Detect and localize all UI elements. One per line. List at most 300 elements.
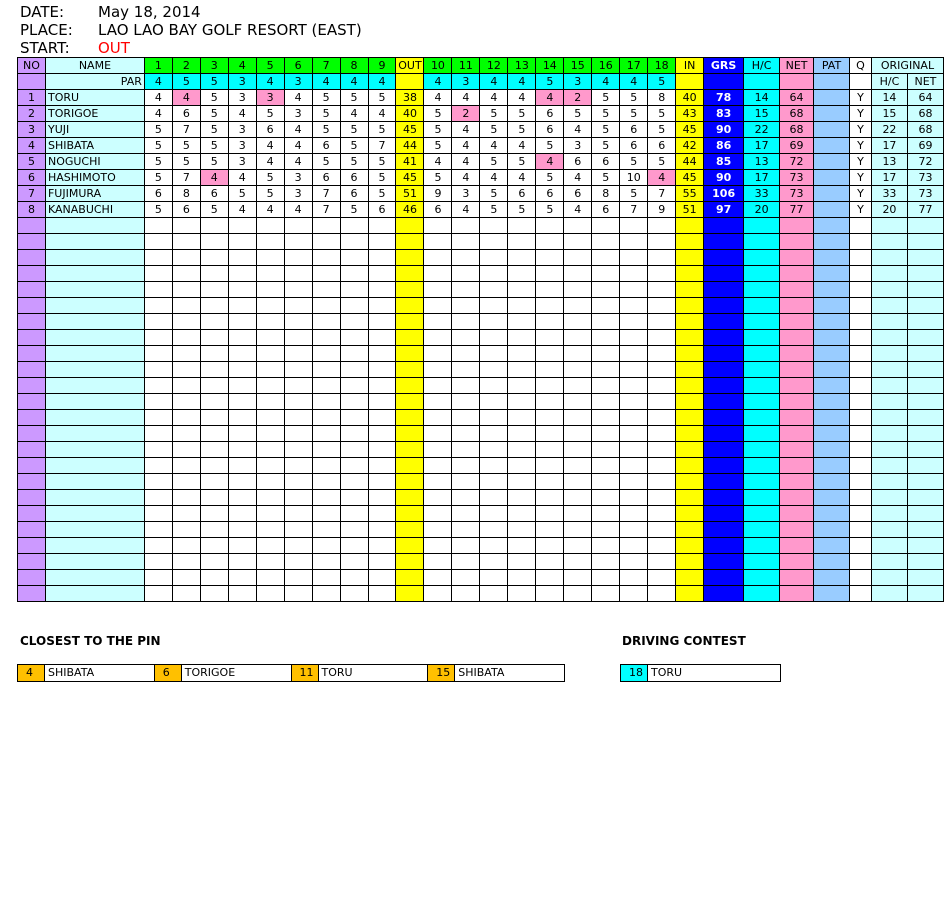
- score-cell: [200, 250, 228, 266]
- score-cell: [536, 330, 564, 346]
- score-cell: [480, 330, 508, 346]
- score-cell: [312, 474, 340, 490]
- orig-net-cell: [907, 458, 943, 474]
- score-cell: 6: [536, 186, 564, 202]
- hc-cell: [744, 314, 780, 330]
- score-cell: [592, 362, 620, 378]
- score-cell: [648, 522, 676, 538]
- player-no: [18, 586, 46, 602]
- score-cell: 3: [452, 186, 480, 202]
- score-cell: 5: [424, 170, 452, 186]
- score-cell: [172, 586, 200, 602]
- score-cell: 4: [564, 202, 592, 218]
- player-name: [45, 426, 144, 442]
- score-cell: [480, 538, 508, 554]
- score-cell: [592, 570, 620, 586]
- score-cell: [424, 506, 452, 522]
- score-cell: [284, 346, 312, 362]
- empty-row: [18, 282, 944, 298]
- subtotal-cell: 51: [676, 202, 704, 218]
- score-cell: [564, 410, 592, 426]
- score-cell: [368, 362, 396, 378]
- subtotal-cell: [396, 538, 424, 554]
- score-cell: [172, 474, 200, 490]
- score-cell: [340, 586, 368, 602]
- score-cell: 4: [200, 170, 228, 186]
- player-row: [18, 154, 944, 170]
- orig-hc-cell: [871, 538, 907, 554]
- score-cell: [452, 346, 480, 362]
- orig-hc-cell: [871, 266, 907, 282]
- score-cell: [648, 426, 676, 442]
- score-cell: [536, 570, 564, 586]
- player-name: TORU: [45, 90, 144, 106]
- orig-hc-cell: 17: [871, 138, 907, 154]
- score-cell: [564, 554, 592, 570]
- score-cell: [508, 266, 536, 282]
- q-cell: Y: [849, 186, 871, 202]
- empty-row: [18, 218, 944, 234]
- score-cell: 6: [536, 122, 564, 138]
- hc-cell: [744, 522, 780, 538]
- score-cell: [452, 474, 480, 490]
- net-cell: 68: [780, 106, 814, 122]
- player-no: 7: [18, 186, 46, 202]
- score-cell: [200, 234, 228, 250]
- orig-hc-cell: [871, 346, 907, 362]
- subtotal-cell: [396, 458, 424, 474]
- score-cell: [508, 330, 536, 346]
- subtotal-cell: 55: [676, 186, 704, 202]
- subtotal-cell: [676, 458, 704, 474]
- score-cell: [620, 490, 648, 506]
- score-cell: [480, 362, 508, 378]
- score-cell: [536, 266, 564, 282]
- score-cell: [620, 506, 648, 522]
- score-cell: 6: [564, 186, 592, 202]
- score-cell: 5: [144, 202, 172, 218]
- score-cell: [340, 458, 368, 474]
- player-no: 4: [18, 138, 46, 154]
- score-cell: [368, 282, 396, 298]
- score-cell: [648, 346, 676, 362]
- score-cell: [592, 490, 620, 506]
- score-cell: [424, 586, 452, 602]
- subtotal-cell: [396, 554, 424, 570]
- score-cell: [564, 394, 592, 410]
- hc-header: H/C: [744, 58, 780, 74]
- orig-net-cell: [907, 378, 943, 394]
- score-cell: 3: [564, 138, 592, 154]
- score-cell: [228, 554, 256, 570]
- score-cell: [228, 250, 256, 266]
- hole-header-10: 10: [424, 58, 452, 74]
- grs-cell: [704, 394, 744, 410]
- hc-cell: [744, 538, 780, 554]
- closest-title: CLOSEST TO THE PIN: [20, 634, 161, 648]
- score-cell: 5: [508, 122, 536, 138]
- score-cell: 6: [536, 106, 564, 122]
- score-cell: 5: [256, 106, 284, 122]
- score-cell: [200, 282, 228, 298]
- score-cell: 6: [172, 202, 200, 218]
- par-cell: 5: [648, 74, 676, 90]
- net-cell: [780, 218, 814, 234]
- par-cell: [676, 74, 704, 90]
- score-cell: 5: [480, 202, 508, 218]
- score-cell: 5: [620, 186, 648, 202]
- score-cell: [284, 570, 312, 586]
- score-cell: [144, 554, 172, 570]
- q-cell: [849, 282, 871, 298]
- score-cell: [256, 378, 284, 394]
- orig-net-cell: 69: [907, 138, 943, 154]
- score-cell: [340, 474, 368, 490]
- q-cell: Y: [849, 122, 871, 138]
- closest-hole: 11: [292, 665, 319, 681]
- grs-cell: 97: [704, 202, 744, 218]
- score-cell: [228, 266, 256, 282]
- score-cell: [172, 426, 200, 442]
- score-cell: 3: [228, 138, 256, 154]
- closest-name: TORIGOE: [182, 665, 292, 681]
- score-cell: [536, 474, 564, 490]
- subtotal-cell: [676, 522, 704, 538]
- score-cell: [172, 458, 200, 474]
- player-name: HASHIMOTO: [45, 170, 144, 186]
- score-cell: [368, 538, 396, 554]
- score-cell: 6: [200, 186, 228, 202]
- orig-hc-cell: [871, 442, 907, 458]
- score-cell: [620, 522, 648, 538]
- score-cell: [592, 554, 620, 570]
- score-cell: [228, 506, 256, 522]
- score-cell: 8: [172, 186, 200, 202]
- orig-hc-cell: [871, 250, 907, 266]
- empty-row: [18, 506, 944, 522]
- driving-title: DRIVING CONTEST: [622, 634, 746, 648]
- score-cell: [592, 298, 620, 314]
- score-cell: [312, 298, 340, 314]
- score-cell: [256, 346, 284, 362]
- score-cell: [536, 522, 564, 538]
- player-row: [18, 122, 944, 138]
- score-cell: [368, 330, 396, 346]
- score-cell: [312, 522, 340, 538]
- score-cell: [256, 490, 284, 506]
- player-name: TORIGOE: [45, 106, 144, 122]
- closest-hole: 15: [428, 665, 455, 681]
- score-cell: [200, 538, 228, 554]
- subtotal-cell: [396, 314, 424, 330]
- score-cell: 5: [424, 138, 452, 154]
- score-cell: 5: [536, 138, 564, 154]
- score-cell: 5: [536, 170, 564, 186]
- score-cell: [172, 410, 200, 426]
- score-cell: [564, 250, 592, 266]
- score-cell: 6: [592, 202, 620, 218]
- score-cell: 5: [620, 90, 648, 106]
- orig-net-cell: [907, 538, 943, 554]
- score-cell: [172, 250, 200, 266]
- subtotal-cell: 40: [676, 90, 704, 106]
- score-cell: [564, 426, 592, 442]
- score-cell: [200, 554, 228, 570]
- par-no-cell: [18, 74, 46, 90]
- score-cell: [508, 458, 536, 474]
- score-cell: 5: [480, 106, 508, 122]
- subtotal-cell: [396, 490, 424, 506]
- score-cell: [340, 506, 368, 522]
- score-cell: 6: [340, 170, 368, 186]
- score-cell: 5: [200, 202, 228, 218]
- player-no: [18, 218, 46, 234]
- score-cell: 8: [648, 90, 676, 106]
- score-cell: [368, 218, 396, 234]
- net-cell: [780, 234, 814, 250]
- par-cell: 4: [340, 74, 368, 90]
- orig-hc-cell: 22: [871, 122, 907, 138]
- orig-net-cell: 73: [907, 186, 943, 202]
- player-name: [45, 586, 144, 602]
- score-cell: [564, 282, 592, 298]
- score-cell: 5: [480, 186, 508, 202]
- hole-header-11: 11: [452, 58, 480, 74]
- player-no: 2: [18, 106, 46, 122]
- score-cell: [452, 362, 480, 378]
- player-no: [18, 490, 46, 506]
- score-cell: [648, 314, 676, 330]
- score-cell: [536, 426, 564, 442]
- net-cell: [780, 346, 814, 362]
- hole-header-14: 14: [536, 58, 564, 74]
- subtotal-cell: [676, 410, 704, 426]
- score-cell: [228, 234, 256, 250]
- score-cell: [480, 394, 508, 410]
- empty-row: [18, 314, 944, 330]
- score-cell: 5: [368, 90, 396, 106]
- score-cell: [172, 378, 200, 394]
- score-cell: [172, 314, 200, 330]
- par-cell: 4: [424, 74, 452, 90]
- net-cell: 64: [780, 90, 814, 106]
- par-label: PAR: [45, 74, 144, 90]
- score-cell: [312, 426, 340, 442]
- pat-cell: [814, 218, 850, 234]
- player-name: [45, 266, 144, 282]
- score-cell: [508, 282, 536, 298]
- net-cell: [780, 394, 814, 410]
- hc-cell: [744, 586, 780, 602]
- score-cell: 3: [284, 106, 312, 122]
- grs-cell: 86: [704, 138, 744, 154]
- subtotal-cell: [676, 442, 704, 458]
- empty-row: [18, 570, 944, 586]
- q-cell: [849, 298, 871, 314]
- score-cell: 9: [648, 202, 676, 218]
- score-cell: [284, 250, 312, 266]
- score-cell: 6: [172, 106, 200, 122]
- score-cell: [368, 426, 396, 442]
- score-cell: 6: [508, 186, 536, 202]
- pat-cell: [814, 234, 850, 250]
- score-cell: [284, 362, 312, 378]
- score-cell: [228, 474, 256, 490]
- score-cell: [564, 538, 592, 554]
- net-cell: [780, 570, 814, 586]
- score-cell: 5: [536, 202, 564, 218]
- subtotal-cell: [676, 250, 704, 266]
- grs-cell: [704, 234, 744, 250]
- hole-header-6: 6: [284, 58, 312, 74]
- score-cell: [256, 394, 284, 410]
- no-header: NO: [18, 58, 46, 74]
- score-cell: 4: [340, 106, 368, 122]
- player-row: [18, 170, 944, 186]
- score-cell: [144, 394, 172, 410]
- score-cell: 4: [284, 202, 312, 218]
- score-cell: [508, 554, 536, 570]
- score-cell: [424, 330, 452, 346]
- subtotal-cell: [676, 330, 704, 346]
- score-cell: [424, 394, 452, 410]
- player-name: [45, 570, 144, 586]
- score-cell: 5: [508, 202, 536, 218]
- score-cell: [340, 234, 368, 250]
- subtotal-cell: 45: [676, 122, 704, 138]
- score-cell: [508, 234, 536, 250]
- score-cell: [480, 490, 508, 506]
- driving-name: TORU: [651, 666, 683, 679]
- score-cell: [256, 362, 284, 378]
- player-no: [18, 330, 46, 346]
- par-cell: 3: [228, 74, 256, 90]
- net-cell: [780, 298, 814, 314]
- score-cell: [564, 234, 592, 250]
- score-cell: [144, 522, 172, 538]
- score-cell: [424, 522, 452, 538]
- player-row: [18, 202, 944, 218]
- score-cell: 3: [228, 154, 256, 170]
- score-cell: [620, 474, 648, 490]
- score-cell: [452, 250, 480, 266]
- hc-cell: [744, 362, 780, 378]
- score-cell: [592, 394, 620, 410]
- score-cell: 4: [284, 138, 312, 154]
- net-cell: [780, 314, 814, 330]
- score-cell: [200, 442, 228, 458]
- score-cell: [620, 586, 648, 602]
- par-cell: 4: [368, 74, 396, 90]
- score-cell: [256, 586, 284, 602]
- player-no: [18, 458, 46, 474]
- net-cell: [780, 250, 814, 266]
- orig-net-cell: [907, 586, 943, 602]
- subtotal-cell: [396, 474, 424, 490]
- score-cell: 9: [424, 186, 452, 202]
- score-cell: 5: [144, 170, 172, 186]
- score-cell: [480, 442, 508, 458]
- orig-net-cell: [907, 426, 943, 442]
- score-cell: [312, 250, 340, 266]
- score-cell: [368, 410, 396, 426]
- score-cell: [368, 506, 396, 522]
- score-cell: 4: [228, 170, 256, 186]
- start-label: START:: [20, 39, 70, 57]
- score-cell: [284, 314, 312, 330]
- score-cell: [564, 378, 592, 394]
- hc-cell: [744, 218, 780, 234]
- score-cell: [284, 266, 312, 282]
- score-cell: [312, 394, 340, 410]
- score-cell: [620, 346, 648, 362]
- pat-cell: [814, 394, 850, 410]
- score-cell: [648, 298, 676, 314]
- par-pat-cell: [814, 74, 850, 90]
- grs-cell: [704, 426, 744, 442]
- score-cell: [340, 394, 368, 410]
- player-no: [18, 378, 46, 394]
- pat-cell: [814, 586, 850, 602]
- player-name: SHIBATA: [45, 138, 144, 154]
- q-cell: [849, 346, 871, 362]
- score-cell: [648, 362, 676, 378]
- hole-header-7: 7: [312, 58, 340, 74]
- score-cell: 5: [312, 90, 340, 106]
- score-cell: [536, 250, 564, 266]
- score-cell: [312, 506, 340, 522]
- score-cell: 4: [536, 90, 564, 106]
- score-cell: 4: [480, 170, 508, 186]
- player-no: [18, 394, 46, 410]
- score-cell: 5: [592, 138, 620, 154]
- hc-cell: [744, 426, 780, 442]
- hc-cell: [744, 458, 780, 474]
- score-cell: [228, 442, 256, 458]
- score-cell: [368, 570, 396, 586]
- orig-hc-cell: 14: [871, 90, 907, 106]
- orig-net-cell: [907, 394, 943, 410]
- hc-cell: 20: [744, 202, 780, 218]
- score-cell: [620, 218, 648, 234]
- score-cell: 4: [508, 90, 536, 106]
- subtotal-cell: [676, 570, 704, 586]
- subtotal-cell: [396, 570, 424, 586]
- q-cell: [849, 506, 871, 522]
- score-cell: [480, 298, 508, 314]
- empty-row: [18, 554, 944, 570]
- score-cell: [508, 506, 536, 522]
- score-cell: [368, 442, 396, 458]
- score-cell: [172, 538, 200, 554]
- score-cell: [312, 266, 340, 282]
- score-cell: 5: [200, 90, 228, 106]
- score-cell: [648, 266, 676, 282]
- score-cell: [620, 378, 648, 394]
- hc-cell: [744, 250, 780, 266]
- score-cell: [452, 442, 480, 458]
- q-cell: [849, 426, 871, 442]
- pat-cell: [814, 474, 850, 490]
- player-name: [45, 522, 144, 538]
- closest-name: SHIBATA: [45, 665, 155, 681]
- orig-net-cell: 73: [907, 170, 943, 186]
- score-cell: 5: [368, 122, 396, 138]
- score-cell: 4: [564, 122, 592, 138]
- player-name: [45, 410, 144, 426]
- score-cell: [172, 394, 200, 410]
- q-cell: Y: [849, 202, 871, 218]
